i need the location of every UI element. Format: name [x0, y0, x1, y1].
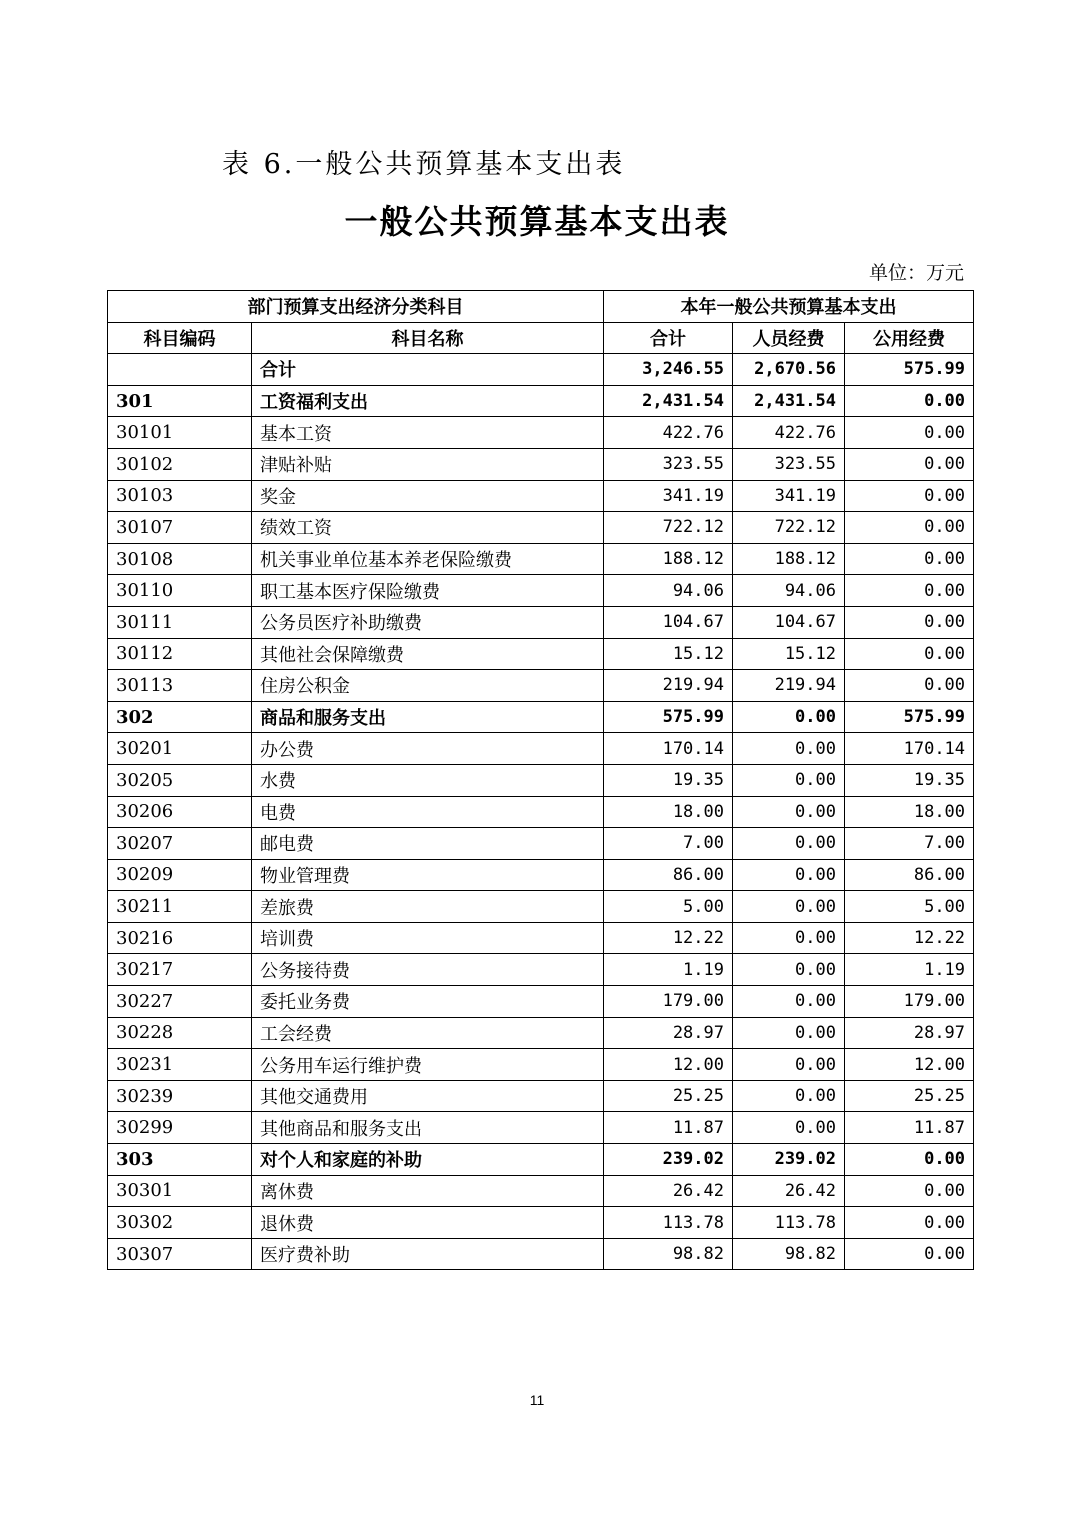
cell-name: 合计: [252, 354, 604, 386]
cell-total: 5.00: [604, 891, 733, 923]
table-row: [108, 448, 974, 480]
cell-name: 退休费: [252, 1207, 604, 1239]
cell-personnel: 0.00: [733, 733, 845, 765]
cell-name: 基本工资: [252, 417, 604, 449]
table-row: [108, 1207, 974, 1239]
cell-personnel: 0.00: [733, 922, 845, 954]
table-row: [108, 1080, 974, 1112]
cell-code: 30301: [108, 1175, 252, 1207]
cell-total: 239.02: [604, 1144, 733, 1176]
cell-public: 179.00: [845, 986, 974, 1018]
cell-total: 170.14: [604, 733, 733, 765]
cell-public: 28.97: [845, 1017, 974, 1049]
cell-code: 30299: [108, 1112, 252, 1144]
table-row: [108, 606, 974, 638]
cell-personnel: 94.06: [733, 575, 845, 607]
cell-total: 7.00: [604, 828, 733, 860]
table-row: [108, 354, 974, 386]
cell-public: 12.00: [845, 1049, 974, 1081]
cell-code: 30110: [108, 575, 252, 607]
cell-total: 25.25: [604, 1080, 733, 1112]
cell-total: 722.12: [604, 512, 733, 544]
cell-personnel: 722.12: [733, 512, 845, 544]
cell-personnel: 2,670.56: [733, 354, 845, 386]
cell-total: 575.99: [604, 701, 733, 733]
page-number: 11: [529, 1392, 545, 1408]
cell-code: 30113: [108, 670, 252, 702]
cell-total: 188.12: [604, 543, 733, 575]
header-economic-classification: 部门预算支出经济分类科目: [108, 291, 604, 323]
cell-code: [108, 354, 252, 386]
cell-name: 其他社会保障缴费: [252, 638, 604, 670]
header-code: 科目编码: [108, 322, 252, 354]
cell-public: 0.00: [845, 385, 974, 417]
cell-total: 28.97: [604, 1017, 733, 1049]
cell-code: 30227: [108, 986, 252, 1018]
cell-total: 323.55: [604, 448, 733, 480]
cell-code: 30302: [108, 1207, 252, 1239]
table-row: [108, 480, 974, 512]
cell-code: 30201: [108, 733, 252, 765]
cell-code: 30107: [108, 512, 252, 544]
cell-code: 30103: [108, 480, 252, 512]
table-row: [108, 385, 974, 417]
cell-name: 公务员医疗补助缴费: [252, 606, 604, 638]
cell-public: 0.00: [845, 417, 974, 449]
cell-personnel: 26.42: [733, 1175, 845, 1207]
cell-total: 104.67: [604, 606, 733, 638]
cell-name: 委托业务费: [252, 986, 604, 1018]
cell-public: 18.00: [845, 796, 974, 828]
cell-total: 18.00: [604, 796, 733, 828]
table-row: [108, 1175, 974, 1207]
cell-personnel: 98.82: [733, 1238, 845, 1270]
cell-total: 12.00: [604, 1049, 733, 1081]
cell-personnel: 0.00: [733, 828, 845, 860]
cell-code: 30217: [108, 954, 252, 986]
cell-personnel: 0.00: [733, 701, 845, 733]
cell-total: 179.00: [604, 986, 733, 1018]
cell-name: 津贴补贴: [252, 448, 604, 480]
cell-name: 商品和服务支出: [252, 701, 604, 733]
cell-personnel: 113.78: [733, 1207, 845, 1239]
cell-code: 302: [108, 701, 252, 733]
cell-public: 575.99: [845, 354, 974, 386]
cell-personnel: 0.00: [733, 796, 845, 828]
cell-total: 86.00: [604, 859, 733, 891]
cell-code: 30101: [108, 417, 252, 449]
cell-personnel: 188.12: [733, 543, 845, 575]
header-name: 科目名称: [252, 322, 604, 354]
cell-personnel: 0.00: [733, 1017, 845, 1049]
table-body: [108, 354, 974, 1270]
cell-name: 电费: [252, 796, 604, 828]
cell-personnel: 219.94: [733, 670, 845, 702]
cell-public: 7.00: [845, 828, 974, 860]
cell-code: 30216: [108, 922, 252, 954]
table-row: [108, 1238, 974, 1270]
cell-name: 公务用车运行维护费: [252, 1049, 604, 1081]
cell-personnel: 0.00: [733, 891, 845, 923]
table-row: [108, 638, 974, 670]
cell-total: 3,246.55: [604, 354, 733, 386]
cell-personnel: 104.67: [733, 606, 845, 638]
cell-personnel: 15.12: [733, 638, 845, 670]
cell-personnel: 341.19: [733, 480, 845, 512]
cell-code: 30207: [108, 828, 252, 860]
cell-name: 医疗费补助: [252, 1238, 604, 1270]
cell-public: 170.14: [845, 733, 974, 765]
cell-total: 94.06: [604, 575, 733, 607]
table-row: [108, 954, 974, 986]
cell-public: 0.00: [845, 606, 974, 638]
cell-personnel: 0.00: [733, 954, 845, 986]
cell-public: 0.00: [845, 575, 974, 607]
cell-name: 住房公积金: [252, 670, 604, 702]
cell-public: 0.00: [845, 1144, 974, 1176]
cell-total: 1.19: [604, 954, 733, 986]
cell-personnel: 422.76: [733, 417, 845, 449]
cell-public: 0.00: [845, 638, 974, 670]
cell-code: 30112: [108, 638, 252, 670]
cell-name: 水费: [252, 764, 604, 796]
cell-name: 物业管理费: [252, 859, 604, 891]
cell-name: 邮电费: [252, 828, 604, 860]
table-row: [108, 764, 974, 796]
table-row: [108, 1112, 974, 1144]
cell-total: 15.12: [604, 638, 733, 670]
table-row: [108, 701, 974, 733]
page-title: 一般公共预算基本支出表: [344, 202, 730, 241]
cell-public: 0.00: [845, 1207, 974, 1239]
table-row: [108, 922, 974, 954]
cell-total: 12.22: [604, 922, 733, 954]
cell-code: 30111: [108, 606, 252, 638]
cell-code: 30209: [108, 859, 252, 891]
table-row: [108, 891, 974, 923]
table-row: [108, 1017, 974, 1049]
cell-code: 30239: [108, 1080, 252, 1112]
cell-name: 其他交通费用: [252, 1080, 604, 1112]
cell-code: 30307: [108, 1238, 252, 1270]
table-row: [108, 796, 974, 828]
table-row: [108, 575, 974, 607]
cell-total: 26.42: [604, 1175, 733, 1207]
header-personnel: 人员经费: [733, 322, 845, 354]
cell-code: 303: [108, 1144, 252, 1176]
table-row: [108, 1144, 974, 1176]
cell-personnel: 0.00: [733, 859, 845, 891]
cell-total: 11.87: [604, 1112, 733, 1144]
cell-public: 12.22: [845, 922, 974, 954]
cell-public: 11.87: [845, 1112, 974, 1144]
unit-label: 单位：万元: [868, 262, 964, 284]
cell-name: 职工基本医疗保险缴费: [252, 575, 604, 607]
table-row: [108, 986, 974, 1018]
cell-personnel: 0.00: [733, 764, 845, 796]
table-row: [108, 543, 974, 575]
cell-personnel: 239.02: [733, 1144, 845, 1176]
cell-personnel: 0.00: [733, 1049, 845, 1081]
cell-public: 25.25: [845, 1080, 974, 1112]
header-basic-expenditure: 本年一般公共预算基本支出: [604, 291, 974, 323]
cell-total: 98.82: [604, 1238, 733, 1270]
cell-public: 1.19: [845, 954, 974, 986]
header-row-columns: [108, 322, 974, 354]
table-row: [108, 859, 974, 891]
cell-code: 30228: [108, 1017, 252, 1049]
cell-total: 422.76: [604, 417, 733, 449]
cell-public: 0.00: [845, 670, 974, 702]
cell-code: 30206: [108, 796, 252, 828]
cell-public: 0.00: [845, 480, 974, 512]
cell-public: 0.00: [845, 543, 974, 575]
cell-personnel: 323.55: [733, 448, 845, 480]
cell-personnel: 0.00: [733, 986, 845, 1018]
cell-name: 对个人和家庭的补助: [252, 1144, 604, 1176]
cell-name: 公务接待费: [252, 954, 604, 986]
cell-name: 办公费: [252, 733, 604, 765]
table-row: [108, 670, 974, 702]
table-caption: 表 6.一般公共预算基本支出表: [222, 149, 626, 180]
table-row: [108, 828, 974, 860]
table-row: [108, 512, 974, 544]
budget-table: [107, 290, 974, 1270]
cell-public: 19.35: [845, 764, 974, 796]
cell-name: 工会经费: [252, 1017, 604, 1049]
cell-name: 绩效工资: [252, 512, 604, 544]
cell-public: 575.99: [845, 701, 974, 733]
cell-name: 其他商品和服务支出: [252, 1112, 604, 1144]
cell-name: 培训费: [252, 922, 604, 954]
cell-total: 113.78: [604, 1207, 733, 1239]
table-row: [108, 1049, 974, 1081]
cell-personnel: 0.00: [733, 1080, 845, 1112]
header-row-group: [108, 291, 974, 323]
cell-code: 30102: [108, 448, 252, 480]
table-row: [108, 733, 974, 765]
cell-total: 19.35: [604, 764, 733, 796]
cell-name: 机关事业单位基本养老保险缴费: [252, 543, 604, 575]
cell-public: 0.00: [845, 1238, 974, 1270]
header-public: 公用经费: [845, 322, 974, 354]
cell-code: 30205: [108, 764, 252, 796]
cell-public: 86.00: [845, 859, 974, 891]
cell-personnel: 2,431.54: [733, 385, 845, 417]
cell-code: 30231: [108, 1049, 252, 1081]
cell-public: 0.00: [845, 512, 974, 544]
cell-public: 5.00: [845, 891, 974, 923]
cell-name: 工资福利支出: [252, 385, 604, 417]
cell-name: 离休费: [252, 1175, 604, 1207]
cell-personnel: 0.00: [733, 1112, 845, 1144]
cell-code: 30211: [108, 891, 252, 923]
cell-code: 301: [108, 385, 252, 417]
cell-name: 奖金: [252, 480, 604, 512]
cell-total: 219.94: [604, 670, 733, 702]
cell-name: 差旅费: [252, 891, 604, 923]
cell-total: 341.19: [604, 480, 733, 512]
header-total: 合计: [604, 322, 733, 354]
table-row: [108, 417, 974, 449]
cell-public: 0.00: [845, 448, 974, 480]
cell-total: 2,431.54: [604, 385, 733, 417]
cell-code: 30108: [108, 543, 252, 575]
cell-public: 0.00: [845, 1175, 974, 1207]
